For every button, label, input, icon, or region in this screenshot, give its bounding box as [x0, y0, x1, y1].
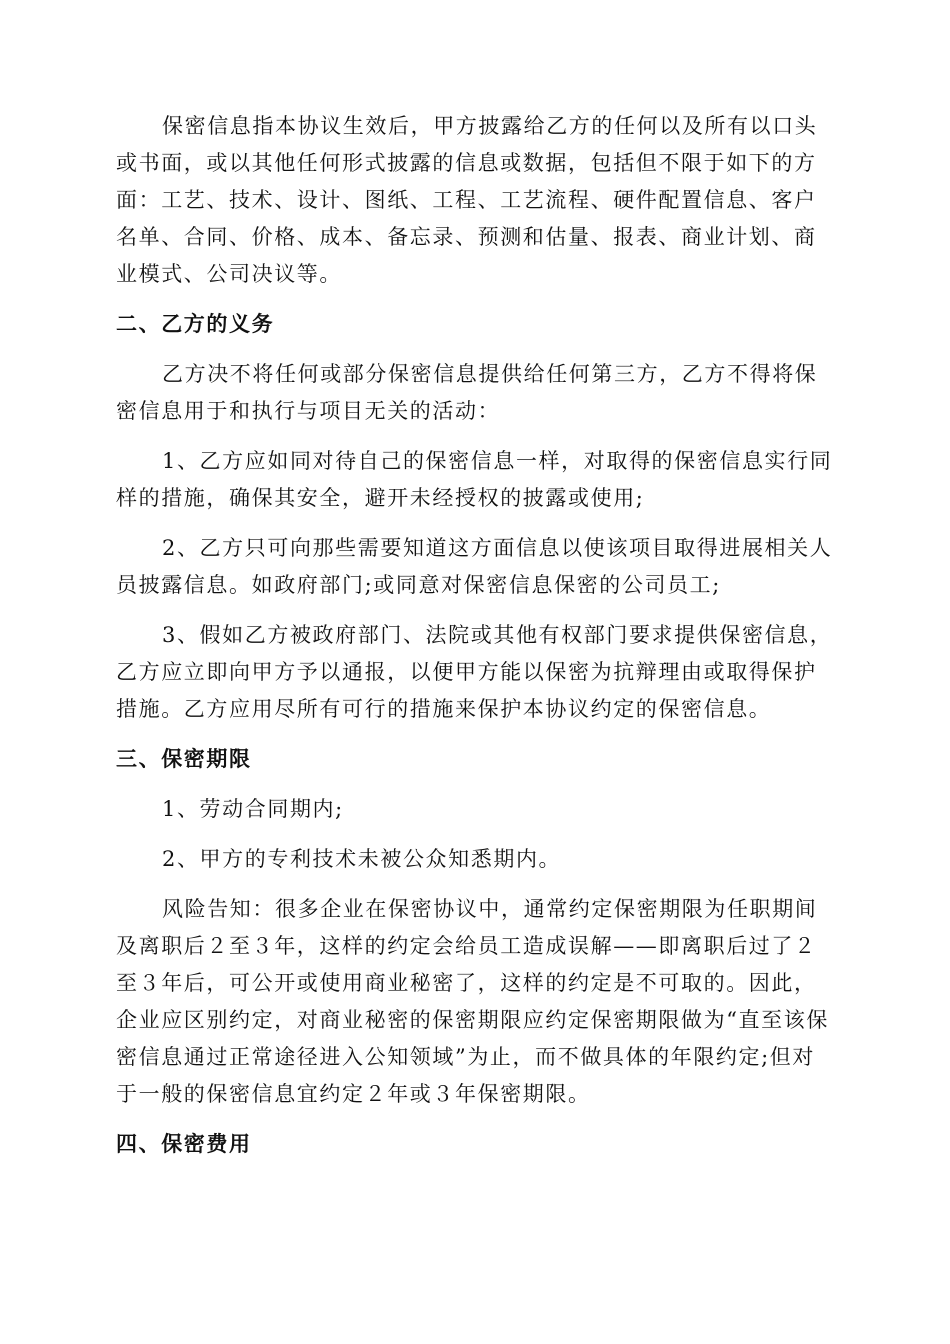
heading-confidentiality-fee: 四、保密费用	[116, 1132, 252, 1156]
paragraph-party-b-obligation-intro: 乙方决不将任何或部分保密信息提供给任何第三方，乙方不得将保密信息用于和执行与项目无关的活动：	[116, 362, 818, 423]
paragraph-obligation-2: 2、乙方只可向那些需要知道这方面信息以使该项目取得进展相关人员披露信息。如政府部门;或同意对保密信息保密的公司员工;	[116, 536, 833, 597]
paragraph-risk-notice: 风险告知：很多企业在保密协议中，通常约定保密期限为任职期间及离职后２至３年，这样的约定会给员工造成误解——即离职后过了２至３年后，可公开或使用商业秘密了，这样的约定是不可取的。因此，企业应区别约定，对商业秘密的保密期限应约定保密期限做为“直至该保密信息通过正常途径进入公知领域”为止，而不做具体的年限约定;但对于一般的保密信息宜约定２年或３年保密期限。	[116, 897, 829, 1106]
heading-party-b-obligations: 二、乙方的义务	[116, 312, 275, 336]
paragraph-obligation-3: 3、假如乙方被政府部门、法院或其他有权部门要求提供保密信息，乙方应立即向甲方予以通报，以便甲方能以保密为抗辩理由或取得保护措施。乙方应用尽所有可行的措施来保护本协议约定的保密信息。	[116, 623, 833, 721]
paragraph-obligation-1: 1、乙方应如同对待自己的保密信息一样，对取得的保密信息实行同样的措施，确保其安全，避开未经授权的披露或使用;	[116, 449, 833, 510]
paragraph-period-2: 2、甲方的专利技术未被公众知悉期内。	[162, 847, 562, 871]
paragraph-period-1: 1、劳动合同期内;	[162, 797, 344, 821]
heading-confidentiality-period: 三、保密期限	[116, 747, 252, 771]
paragraph-confidential-info-definition: 保密信息指本协议生效后，甲方披露给乙方的任何以及所有以口头或书面，或以其他任何形式披露的信息或数据，包括但不限于如下的方面：工艺、技术、设计、图纸、工程、工艺流程、硬件配置信息、客户名单、合同、价格、成本、备忘录、预测和估量、报表、商业计划、商业模式、公司决议等。	[116, 114, 818, 286]
